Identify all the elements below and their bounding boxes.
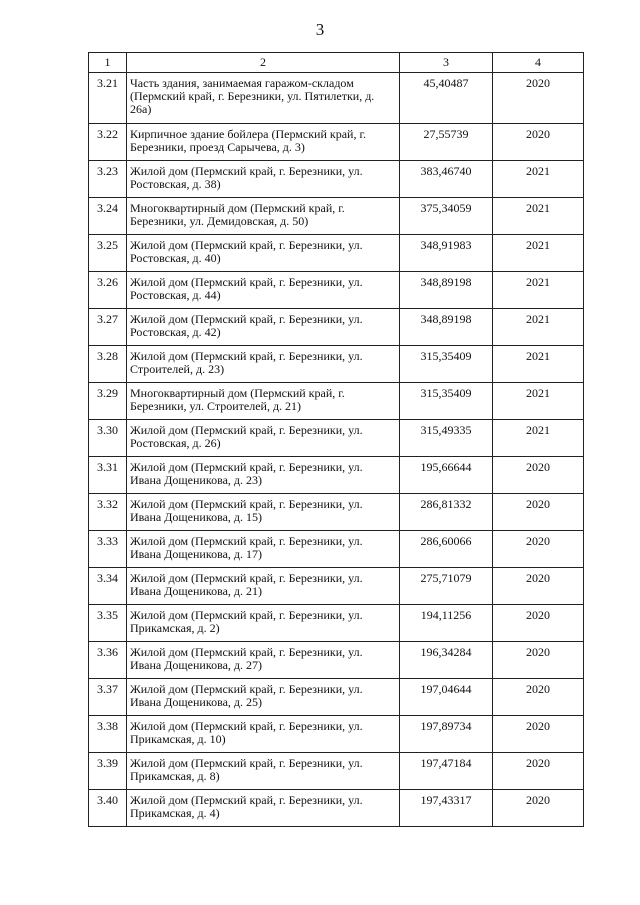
object-description: Жилой дом (Пермский край, г. Березники, ул. Ростовская, д. 44) [127,272,400,309]
area-value: 197,43317 [400,790,493,827]
area-value: 194,11256 [400,605,493,642]
object-description: Жилой дом (Пермский край, г. Березники, ул. Ростовская, д. 38) [127,161,400,198]
row-number: 3.33 [89,531,127,568]
object-description: Жилой дом (Пермский край, г. Березники, ул. Ростовская, д. 42) [127,309,400,346]
year-value: 2020 [493,568,584,605]
row-number: 3.34 [89,568,127,605]
area-value: 197,04644 [400,679,493,716]
area-value: 27,55739 [400,124,493,161]
year-value: 2021 [493,161,584,198]
row-number: 3.24 [89,198,127,235]
year-value: 2020 [493,494,584,531]
table-row [89,124,584,161]
area-value: 348,91983 [400,235,493,272]
table-row [89,568,584,605]
table-row [89,420,584,457]
table-row [89,73,584,124]
table-row [89,790,584,827]
row-number: 3.40 [89,790,127,827]
table-row [89,383,584,420]
data-table [88,52,584,827]
year-value: 2020 [493,73,584,124]
object-description: Жилой дом (Пермский край, г. Березники, ул. Ивана Дощеникова, д. 25) [127,679,400,716]
year-value: 2021 [493,346,584,383]
area-value: 196,34284 [400,642,493,679]
row-number: 3.31 [89,457,127,494]
area-value: 275,71079 [400,568,493,605]
row-number: 3.39 [89,753,127,790]
table-row [89,457,584,494]
object-description: Жилой дом (Пермский край, г. Березники, ул. Ивана Дощеникова, д. 27) [127,642,400,679]
object-description: Жилой дом (Пермский край, г. Березники, ул. Прикамская, д. 2) [127,605,400,642]
row-number: 3.27 [89,309,127,346]
year-value: 2020 [493,531,584,568]
row-number: 3.23 [89,161,127,198]
table-row [89,642,584,679]
area-value: 375,34059 [400,198,493,235]
area-value: 383,46740 [400,161,493,198]
year-value: 2021 [493,383,584,420]
row-number: 3.21 [89,73,127,124]
object-description: Жилой дом (Пермский край, г. Березники, ул. Прикамская, д. 10) [127,716,400,753]
table-row [89,716,584,753]
row-number: 3.22 [89,124,127,161]
area-value: 315,35409 [400,383,493,420]
year-value: 2020 [493,716,584,753]
year-value: 2020 [493,790,584,827]
row-number: 3.29 [89,383,127,420]
area-value: 286,60066 [400,531,493,568]
object-description: Жилой дом (Пермский край, г. Березники, ул. Строителей, д. 23) [127,346,400,383]
row-number: 3.36 [89,642,127,679]
table-header-row [89,53,584,73]
table-row [89,309,584,346]
object-description: Часть здания, занимаемая гаражом-складом (Пермский край, г. Березники, ул. Пятилетки, д. 26а) [127,73,400,124]
table-row [89,161,584,198]
area-value: 348,89198 [400,309,493,346]
object-description: Жилой дом (Пермский край, г. Березники, ул. Ростовская, д. 40) [127,235,400,272]
area-value: 286,81332 [400,494,493,531]
year-value: 2020 [493,753,584,790]
object-description: Многоквартирный дом (Пермский край, г. Березники, ул. Строителей, д. 21) [127,383,400,420]
row-number: 3.25 [89,235,127,272]
object-description: Жилой дом (Пермский край, г. Березники, ул. Прикамская, д. 8) [127,753,400,790]
header-col-1: 1 [89,53,127,73]
year-value: 2021 [493,420,584,457]
year-value: 2020 [493,605,584,642]
year-value: 2021 [493,272,584,309]
object-description: Жилой дом (Пермский край, г. Березники, ул. Прикамская, д. 4) [127,790,400,827]
page-number: 3 [315,20,325,39]
area-value: 197,47184 [400,753,493,790]
table-row [89,235,584,272]
object-description: Жилой дом (Пермский край, г. Березники, ул. Ивана Дощеникова, д. 21) [127,568,400,605]
row-number: 3.32 [89,494,127,531]
year-value: 2020 [493,642,584,679]
table-row [89,346,584,383]
header-col-3: 3 [400,53,493,73]
year-value: 2020 [493,679,584,716]
object-description: Многоквартирный дом (Пермский край, г. Березники, ул. Демидовская, д. 50) [127,198,400,235]
object-description: Жилой дом (Пермский край, г. Березники, ул. Ивана Дощеникова, д. 15) [127,494,400,531]
row-number: 3.37 [89,679,127,716]
table-row [89,494,584,531]
table-row [89,198,584,235]
area-value: 197,89734 [400,716,493,753]
table-row [89,753,584,790]
year-value: 2021 [493,198,584,235]
year-value: 2021 [493,309,584,346]
row-number: 3.26 [89,272,127,309]
area-value: 195,66644 [400,457,493,494]
object-description: Кирпичное здание бойлера (Пермский край, г. Березники, проезд Сарычева, д. 3) [127,124,400,161]
object-description: Жилой дом (Пермский край, г. Березники, ул. Ивана Дощеникова, д. 23) [127,457,400,494]
table-row [89,605,584,642]
area-value: 348,89198 [400,272,493,309]
year-value: 2020 [493,457,584,494]
header-col-2: 2 [127,53,400,73]
row-number: 3.35 [89,605,127,642]
area-value: 315,49335 [400,420,493,457]
table-row [89,272,584,309]
area-value: 315,35409 [400,346,493,383]
table-row [89,679,584,716]
object-description: Жилой дом (Пермский край, г. Березники, ул. Ростовская, д. 26) [127,420,400,457]
area-value: 45,40487 [400,73,493,124]
year-value: 2021 [493,235,584,272]
row-number: 3.30 [89,420,127,457]
header-col-4: 4 [493,53,584,73]
year-value: 2020 [493,124,584,161]
row-number: 3.38 [89,716,127,753]
object-description: Жилой дом (Пермский край, г. Березники, ул. Ивана Дощеникова, д. 17) [127,531,400,568]
row-number: 3.28 [89,346,127,383]
table-row [89,531,584,568]
